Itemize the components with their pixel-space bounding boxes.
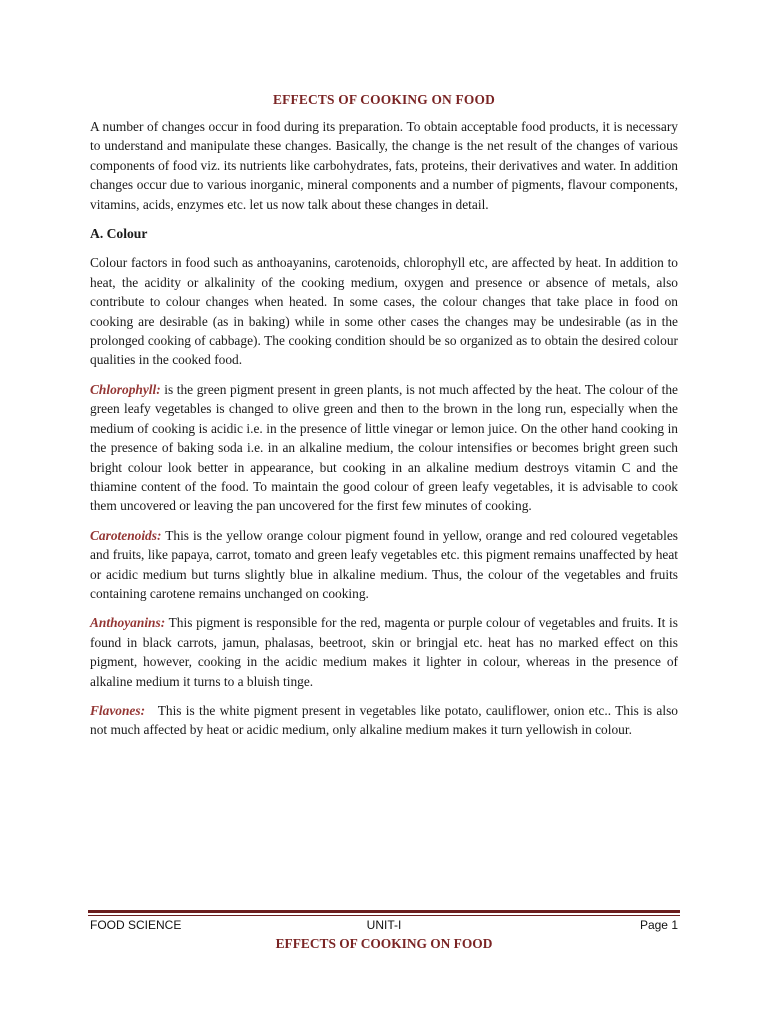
- footer-subject: FOOD SCIENCE: [90, 918, 182, 932]
- pigment-term: Chlorophyll:: [90, 381, 161, 397]
- footer-rule: [88, 910, 680, 916]
- footer-title: EFFECTS OF COOKING ON FOOD: [275, 936, 493, 951]
- pigment-term: Carotenoids:: [90, 527, 162, 543]
- document-page: [90, 92, 682, 750]
- footer-rule-thin: [88, 915, 680, 916]
- section-intro-paragraph: Colour factors in food such as anthoayanins, carotenoids, chlorophyll etc, are affected by heat. In addition to heat, the acidity or alkalinity of the cooking medium, oxygen and presence or absence of metals, also contribute to colour changes when heated. In some cases, the colour changes that take place in food on cooking are desirable (as in baking) while in some other cases the changes may be undesirable (as in the prolonged cooking of cabbage). The cooking condition should be so organized as to obtain the desired colour qualities in the cooked food.: [90, 255, 678, 368]
- pigment-text: This is the yellow orange colour pigment found in yellow, orange and red coloured vegetables and fruits, like papaya, carrot, tomato and green leafy vegetables etc. this pigment remains unaffected by heat or acidic medium but turns slightly blue in alkaline medium. Thus, the colour of the vegetables and fruits containing carotene remains unchanged on cooking.: [90, 527, 678, 601]
- pigment-text: This pigment is responsible for the red, magenta or purple colour of vegetables and fruits. It is found in black carrots, jamun, phalasas, beetroot, skin or bringjal etc. heat has no marked effect on this pigment, however, cooking in the acidic medium makes it lighter in colour, whereas in the presence of alkaline medium it turns to a bluish tinge.: [90, 615, 678, 689]
- pigment-text: This is the white pigment present in vegetables like potato, cauliflower, onion etc.. This is also not much affected by heat or acidic medium, only alkaline medium makes it turn yellowish in colour.: [90, 702, 682, 738]
- pigment-paragraph-carotenoids: [90, 526, 678, 604]
- pigment-term: Anthoyanins:: [90, 615, 166, 631]
- page-footer: [90, 918, 678, 936]
- pigment-paragraph-anthoyanins: [90, 613, 678, 691]
- pigment-paragraph-flavones: [90, 701, 682, 740]
- section-heading: A. Colour: [90, 226, 148, 242]
- intro-paragraph: A number of changes occur in food during its preparation. To obtain acceptable food products, it is necessary to understand and manipulate these changes. Basically, the change is the net result of the changes of various components of food viz. its nutrients like carbohydrates, fats, proteins, their derivatives and water. In addition changes occur due to various inorganic, mineral components and a number of pigments, flavour components, vitamins, acids, enzymes etc. let us now talk about these changes in detail.: [90, 119, 678, 212]
- pigment-paragraph-chlorophyll: [90, 380, 678, 516]
- pigment-text: is the green pigment present in green plants, is not much affected by the heat. The colour of the green leafy vegetables is changed to olive green and then to the brown in the long run, especially when the medium of cooking is acidic i.e. in the presence of little vinegar or lemon juice. On the other hand cooking in the presence of baking soda i.e. in an alkaline medium, the colour intensifies or becomes bright green such bright colour look better in appearance, but cooking in an alkaline medium destroys vitamin C and the thiamine content of the food. To maintain the good colour of green leafy vegetables, it is advisable to cook them uncovered or leaving the pan uncovered for the first few minutes of cooking.: [90, 381, 678, 514]
- page-title: EFFECTS OF COOKING ON FOOD: [273, 92, 495, 107]
- footer-page-number: Page 1: [639, 918, 678, 932]
- pigment-term: Flavones:: [90, 702, 146, 718]
- footer-rule-thick: [88, 910, 680, 913]
- footer-unit: UNIT-I: [366, 918, 402, 932]
